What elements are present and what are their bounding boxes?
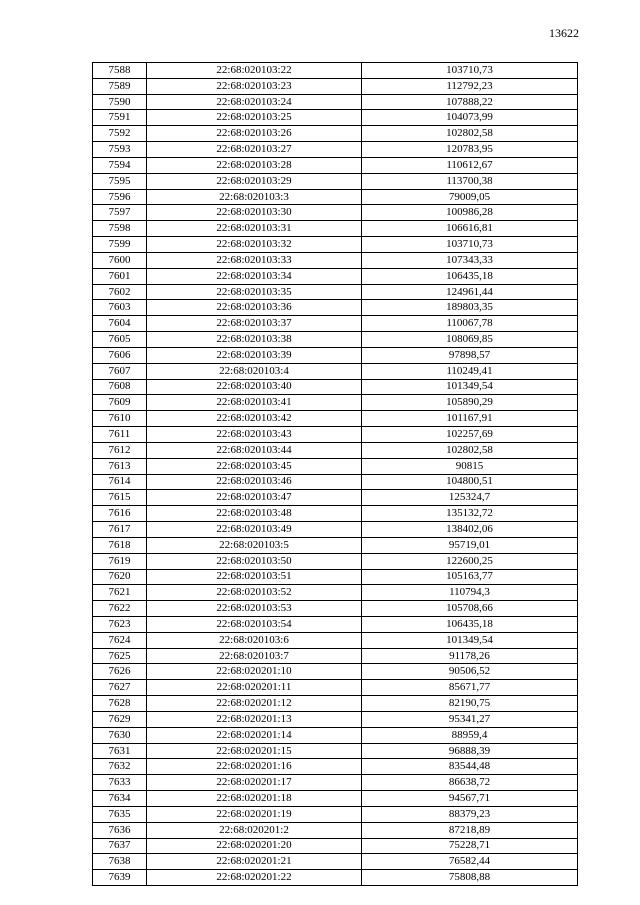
value-cell: 125324,7	[362, 490, 578, 506]
table-row	[93, 363, 578, 379]
cadastral-number-cell: 22:68:020103:24	[147, 94, 362, 110]
value-cell: 110794,3	[362, 585, 578, 601]
value-cell: 75808,88	[362, 870, 578, 886]
value-cell: 95719,01	[362, 537, 578, 553]
row-number-cell: 7602	[93, 284, 147, 300]
row-number-cell: 7633	[93, 775, 147, 791]
cadastral-number-cell: 22:68:020103:26	[147, 126, 362, 142]
row-number-cell: 7638	[93, 854, 147, 870]
table-row	[93, 379, 578, 395]
page-number: 13622	[549, 26, 579, 40]
table-row	[93, 775, 578, 791]
table-row	[93, 711, 578, 727]
row-number-cell: 7595	[93, 173, 147, 189]
row-number-cell: 7639	[93, 870, 147, 886]
row-number-cell: 7610	[93, 411, 147, 427]
cadastral-number-cell: 22:68:020103:38	[147, 332, 362, 348]
cadastral-number-cell: 22:68:020103:29	[147, 173, 362, 189]
table-row	[93, 870, 578, 886]
row-number-cell: 7600	[93, 252, 147, 268]
value-cell: 107888,22	[362, 94, 578, 110]
table-row	[93, 743, 578, 759]
cadastral-number-cell: 22:68:020103:25	[147, 110, 362, 126]
value-cell: 82190,75	[362, 696, 578, 712]
cadastral-number-cell: 22:68:020103:49	[147, 522, 362, 538]
row-number-cell: 7611	[93, 427, 147, 443]
value-cell: 110612,67	[362, 157, 578, 173]
row-number-cell: 7588	[93, 63, 147, 79]
table-row	[93, 458, 578, 474]
cadastral-number-cell: 22:68:020201:22	[147, 870, 362, 886]
table-row	[93, 680, 578, 696]
table-row	[93, 822, 578, 838]
table-row	[93, 252, 578, 268]
value-cell: 90506,52	[362, 664, 578, 680]
row-number-cell: 7606	[93, 347, 147, 363]
table-row	[93, 838, 578, 854]
row-number-cell: 7631	[93, 743, 147, 759]
table-row	[93, 553, 578, 569]
value-cell: 124961,44	[362, 284, 578, 300]
value-cell: 97898,57	[362, 347, 578, 363]
cadastral-number-cell: 22:68:020201:15	[147, 743, 362, 759]
value-cell: 75228,71	[362, 838, 578, 854]
row-number-cell: 7619	[93, 553, 147, 569]
value-cell: 103710,73	[362, 237, 578, 253]
cadastral-number-cell: 22:68:020201:2	[147, 822, 362, 838]
row-number-cell: 7612	[93, 442, 147, 458]
row-number-cell: 7627	[93, 680, 147, 696]
row-number-cell: 7609	[93, 395, 147, 411]
row-number-cell: 7636	[93, 822, 147, 838]
value-cell: 87218,89	[362, 822, 578, 838]
table-row	[93, 522, 578, 538]
cadastral-number-cell: 22:68:020103:30	[147, 205, 362, 221]
row-number-cell: 7605	[93, 332, 147, 348]
cadastral-number-cell: 22:68:020103:37	[147, 316, 362, 332]
cadastral-number-cell: 22:68:020103:48	[147, 506, 362, 522]
table-row	[93, 205, 578, 221]
value-cell: 94567,71	[362, 791, 578, 807]
value-cell: 105890,29	[362, 395, 578, 411]
cadastral-number-cell: 22:68:020103:42	[147, 411, 362, 427]
table-row	[93, 142, 578, 158]
cadastral-number-cell: 22:68:020201:13	[147, 711, 362, 727]
value-cell: 106435,18	[362, 616, 578, 632]
table-row	[93, 616, 578, 632]
table-row	[93, 268, 578, 284]
value-cell: 96888,39	[362, 743, 578, 759]
value-cell: 102802,58	[362, 442, 578, 458]
cadastral-number-cell: 22:68:020103:52	[147, 585, 362, 601]
row-number-cell: 7596	[93, 189, 147, 205]
cadastral-number-cell: 22:68:020103:3	[147, 189, 362, 205]
value-cell: 90815	[362, 458, 578, 474]
cadastral-number-cell: 22:68:020201:21	[147, 854, 362, 870]
table-row	[93, 569, 578, 585]
row-number-cell: 7608	[93, 379, 147, 395]
value-cell: 104800,51	[362, 474, 578, 490]
value-cell: 101167,91	[362, 411, 578, 427]
value-cell: 122600,25	[362, 553, 578, 569]
value-cell: 86638,72	[362, 775, 578, 791]
table-row	[93, 63, 578, 79]
table-row	[93, 506, 578, 522]
cadastral-number-cell: 22:68:020201:16	[147, 759, 362, 775]
row-number-cell: 7617	[93, 522, 147, 538]
cadastral-number-cell: 22:68:020201:12	[147, 696, 362, 712]
value-cell: 83544,48	[362, 759, 578, 775]
cadastral-number-cell: 22:68:020103:50	[147, 553, 362, 569]
table-row	[93, 237, 578, 253]
table-row	[93, 411, 578, 427]
table-row	[93, 157, 578, 173]
row-number-cell: 7597	[93, 205, 147, 221]
value-cell: 85671,77	[362, 680, 578, 696]
cadastral-number-cell: 22:68:020201:10	[147, 664, 362, 680]
table-row	[93, 173, 578, 189]
table-row	[93, 110, 578, 126]
table-row	[93, 347, 578, 363]
row-number-cell: 7603	[93, 300, 147, 316]
table-row	[93, 585, 578, 601]
row-number-cell: 7620	[93, 569, 147, 585]
table-row	[93, 632, 578, 648]
cadastral-number-cell: 22:68:020103:51	[147, 569, 362, 585]
row-number-cell: 7601	[93, 268, 147, 284]
table-row	[93, 474, 578, 490]
row-number-cell: 7634	[93, 791, 147, 807]
row-number-cell: 7598	[93, 221, 147, 237]
cadastral-number-cell: 22:68:020103:43	[147, 427, 362, 443]
cadastral-number-cell: 22:68:020201:17	[147, 775, 362, 791]
row-number-cell: 7622	[93, 601, 147, 617]
row-number-cell: 7607	[93, 363, 147, 379]
cadastral-number-cell: 22:68:020201:18	[147, 791, 362, 807]
row-number-cell: 7604	[93, 316, 147, 332]
cadastral-number-cell: 22:68:020103:7	[147, 648, 362, 664]
value-cell: 105708,66	[362, 601, 578, 617]
table-row	[93, 94, 578, 110]
row-number-cell: 7629	[93, 711, 147, 727]
row-number-cell: 7623	[93, 616, 147, 632]
value-cell: 112792,23	[362, 78, 578, 94]
table-row	[93, 395, 578, 411]
value-cell: 104073,99	[362, 110, 578, 126]
cadastral-number-cell: 22:68:020103:5	[147, 537, 362, 553]
value-cell: 101349,54	[362, 379, 578, 395]
cadastral-number-cell: 22:68:020201:14	[147, 727, 362, 743]
cadastral-number-cell: 22:68:020103:34	[147, 268, 362, 284]
cadastral-number-cell: 22:68:020103:31	[147, 221, 362, 237]
cadastral-number-cell: 22:68:020103:4	[147, 363, 362, 379]
value-cell: 88379,23	[362, 806, 578, 822]
table-row	[93, 126, 578, 142]
table-row	[93, 284, 578, 300]
value-cell: 95341,27	[362, 711, 578, 727]
value-cell: 138402,06	[362, 522, 578, 538]
row-number-cell: 7630	[93, 727, 147, 743]
cadastral-number-cell: 22:68:020103:23	[147, 78, 362, 94]
row-number-cell: 7618	[93, 537, 147, 553]
cadastral-number-cell: 22:68:020103:32	[147, 237, 362, 253]
table-row	[93, 78, 578, 94]
cadastral-number-cell: 22:68:020103:28	[147, 157, 362, 173]
row-number-cell: 7616	[93, 506, 147, 522]
table-row	[93, 537, 578, 553]
cadastral-table	[92, 62, 578, 886]
value-cell: 120783,95	[362, 142, 578, 158]
row-number-cell: 7628	[93, 696, 147, 712]
value-cell: 88959,4	[362, 727, 578, 743]
cadastral-number-cell: 22:68:020103:27	[147, 142, 362, 158]
value-cell: 106616,81	[362, 221, 578, 237]
cadastral-number-cell: 22:68:020103:6	[147, 632, 362, 648]
value-cell: 189803,35	[362, 300, 578, 316]
cadastral-number-cell: 22:68:020103:35	[147, 284, 362, 300]
value-cell: 102257,69	[362, 427, 578, 443]
row-number-cell: 7613	[93, 458, 147, 474]
table-row	[93, 759, 578, 775]
value-cell: 79009,05	[362, 189, 578, 205]
row-number-cell: 7635	[93, 806, 147, 822]
row-number-cell: 7593	[93, 142, 147, 158]
row-number-cell: 7637	[93, 838, 147, 854]
table-row	[93, 648, 578, 664]
cadastral-number-cell: 22:68:020103:22	[147, 63, 362, 79]
table-row	[93, 727, 578, 743]
table-row	[93, 696, 578, 712]
value-cell: 107343,33	[362, 252, 578, 268]
cadastral-number-cell: 22:68:020103:47	[147, 490, 362, 506]
value-cell: 105163,77	[362, 569, 578, 585]
cadastral-number-cell: 22:68:020201:11	[147, 680, 362, 696]
row-number-cell: 7590	[93, 94, 147, 110]
table-row	[93, 806, 578, 822]
row-number-cell: 7599	[93, 237, 147, 253]
row-number-cell: 7625	[93, 648, 147, 664]
row-number-cell: 7626	[93, 664, 147, 680]
cadastral-number-cell: 22:68:020103:46	[147, 474, 362, 490]
cadastral-number-cell: 22:68:020103:33	[147, 252, 362, 268]
table-row	[93, 300, 578, 316]
row-number-cell: 7632	[93, 759, 147, 775]
value-cell: 135132,72	[362, 506, 578, 522]
table-row	[93, 490, 578, 506]
value-cell: 76582,44	[362, 854, 578, 870]
table-row	[93, 442, 578, 458]
row-number-cell: 7621	[93, 585, 147, 601]
cadastral-number-cell: 22:68:020201:20	[147, 838, 362, 854]
cadastral-number-cell: 22:68:020103:40	[147, 379, 362, 395]
row-number-cell: 7589	[93, 78, 147, 94]
row-number-cell: 7615	[93, 490, 147, 506]
table-body	[93, 63, 578, 886]
cadastral-number-cell: 22:68:020103:54	[147, 616, 362, 632]
table-row	[93, 664, 578, 680]
cadastral-number-cell: 22:68:020103:39	[147, 347, 362, 363]
value-cell: 102802,58	[362, 126, 578, 142]
row-number-cell: 7594	[93, 157, 147, 173]
table-row	[93, 332, 578, 348]
table-row	[93, 601, 578, 617]
value-cell: 101349,54	[362, 632, 578, 648]
row-number-cell: 7624	[93, 632, 147, 648]
cadastral-number-cell: 22:68:020103:44	[147, 442, 362, 458]
cadastral-number-cell: 22:68:020103:36	[147, 300, 362, 316]
row-number-cell: 7614	[93, 474, 147, 490]
cadastral-number-cell: 22:68:020103:45	[147, 458, 362, 474]
value-cell: 103710,73	[362, 63, 578, 79]
table-row	[93, 189, 578, 205]
value-cell: 110249,41	[362, 363, 578, 379]
value-cell: 108069,85	[362, 332, 578, 348]
table-row	[93, 854, 578, 870]
table-row	[93, 791, 578, 807]
value-cell: 100986,28	[362, 205, 578, 221]
table-row	[93, 427, 578, 443]
row-number-cell: 7591	[93, 110, 147, 126]
value-cell: 91178,26	[362, 648, 578, 664]
cadastral-number-cell: 22:68:020201:19	[147, 806, 362, 822]
table-row	[93, 221, 578, 237]
cadastral-number-cell: 22:68:020103:53	[147, 601, 362, 617]
value-cell: 110067,78	[362, 316, 578, 332]
row-number-cell: 7592	[93, 126, 147, 142]
table-row	[93, 316, 578, 332]
cadastral-number-cell: 22:68:020103:41	[147, 395, 362, 411]
value-cell: 113700,38	[362, 173, 578, 189]
value-cell: 106435,18	[362, 268, 578, 284]
